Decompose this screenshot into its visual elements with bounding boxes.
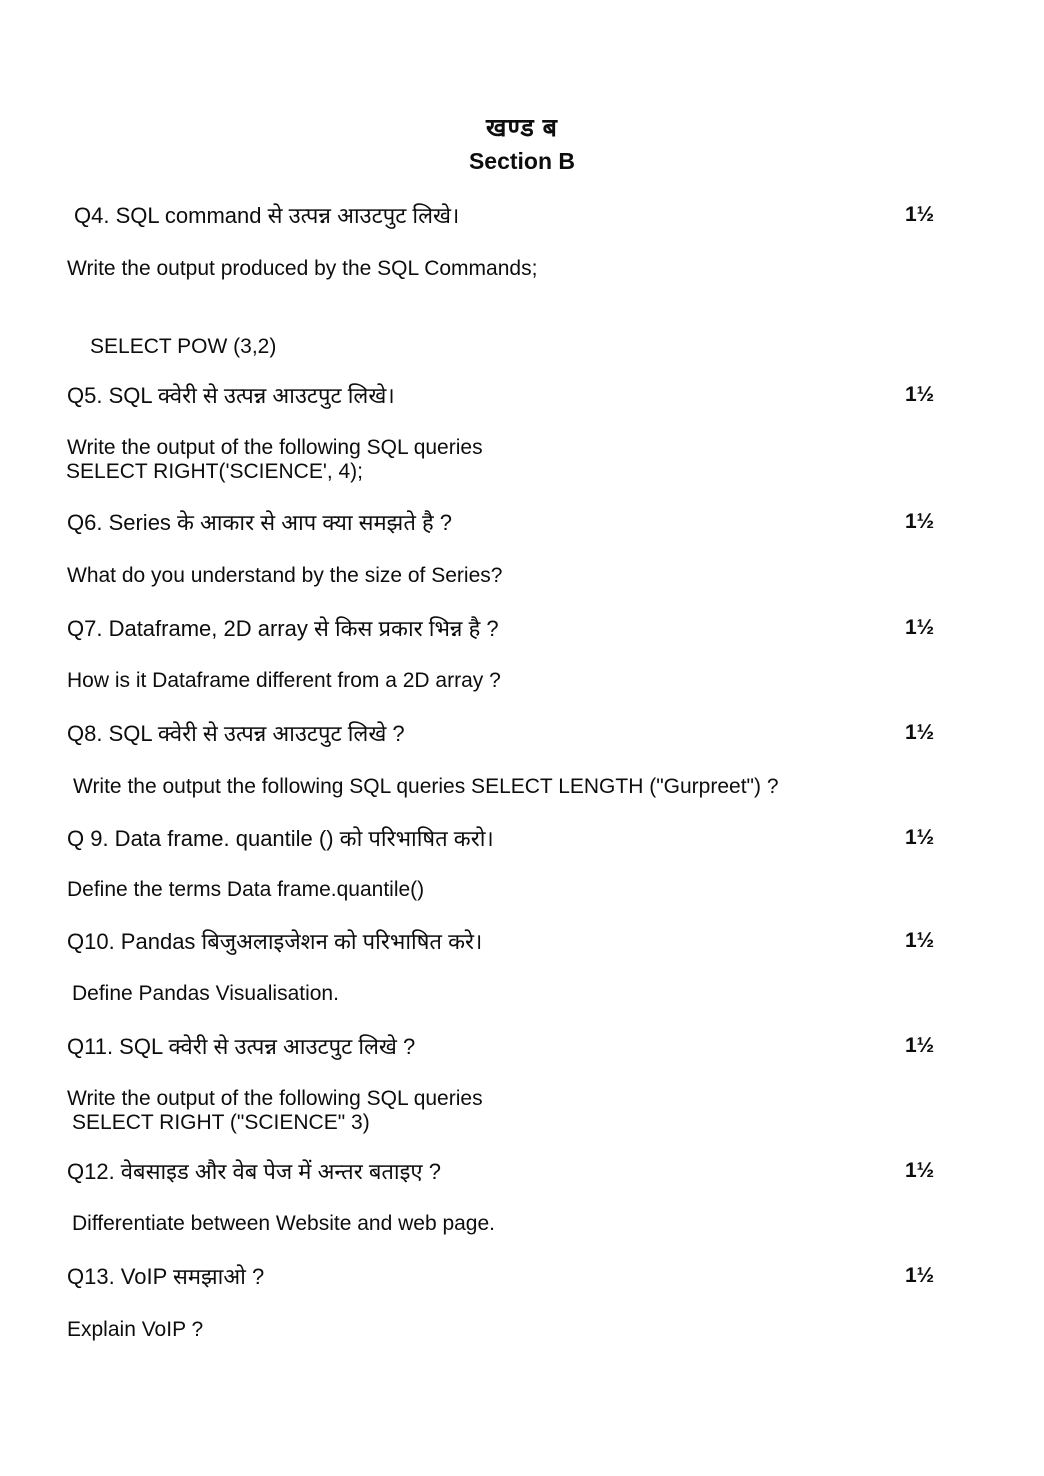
question-q9-english: Define the terms Data frame.quantile() (67, 878, 425, 901)
question-q9-marks: 1½ (905, 826, 935, 849)
question-q6-prompt: Q6. Series के आकार से आप क्या समझते है ? (67, 510, 452, 535)
question-q12-marks: 1½ (905, 1159, 935, 1182)
question-q8-prompt: Q8. SQL क्वेरी से उत्पन्न आउटपुट लिखे ? (67, 721, 405, 746)
question-q13-marks: 1½ (905, 1264, 935, 1287)
question-q11-prompt: Q11. SQL क्वेरी से उत्पन्न आउटपुट लिखे ? (67, 1034, 416, 1059)
question-q13-prompt: Q13. VoIP समझाओ ? (67, 1264, 265, 1289)
question-q10-english: Define Pandas Visualisation. (72, 982, 339, 1005)
question-q6-marks: 1½ (905, 510, 935, 533)
question-q9-prompt: Q 9. Data frame. quantile () को परिभाषित करो। (67, 826, 494, 851)
question-q7-marks: 1½ (905, 616, 935, 639)
question-q10-prompt: Q10. Pandas बिजुअलाइजेशन को परिभाषित करे। (67, 929, 483, 954)
section-heading-english: Section B (468, 148, 576, 174)
question-q12-english: Differentiate between Website and web page. (72, 1212, 496, 1235)
question-q7-english: How is it Dataframe different from a 2D array ? (67, 669, 501, 692)
question-q7-prompt: Q7. Dataframe, 2D array से किस प्रकार भिन्न है ? (67, 616, 499, 641)
question-q8-marks: 1½ (905, 721, 935, 744)
question-q4-marks: 1½ (905, 203, 935, 226)
question-q4-prompt: Q4. SQL command से उत्पन्न आउटपुट लिखे। (74, 203, 460, 228)
question-q5-sql-code: SELECT RIGHT('SCIENCE', 4); (66, 460, 364, 483)
question-q5-prompt: Q5. SQL क्वेरी से उत्पन्न आउटपुट लिखे। (67, 383, 395, 408)
question-q4-sql-code: SELECT POW (3,2) (90, 335, 277, 358)
question-q11-sql-code: SELECT RIGHT ("SCIENCE" 3) (72, 1111, 370, 1134)
question-q4-english: Write the output produced by the SQL Commands; (67, 257, 538, 280)
question-q10-marks: 1½ (905, 929, 935, 952)
question-q11-english: Write the output of the following SQL queries (67, 1087, 483, 1110)
question-q8-english: Write the output the following SQL queries SELECT LENGTH ("Gurpreet") ? (73, 775, 779, 798)
question-q5-marks: 1½ (905, 383, 935, 406)
question-q12-prompt: Q12. वेबसाइड और वेब पेज में अन्तर बताइए ? (67, 1159, 441, 1184)
section-heading-hindi: खण्ड ब (486, 114, 558, 142)
question-q13-english: Explain VoIP ? (67, 1318, 204, 1341)
question-q5-english: Write the output of the following SQL queries (67, 436, 483, 459)
question-q11-marks: 1½ (905, 1034, 935, 1057)
question-q6-english: What do you understand by the size of Series? (67, 564, 503, 587)
